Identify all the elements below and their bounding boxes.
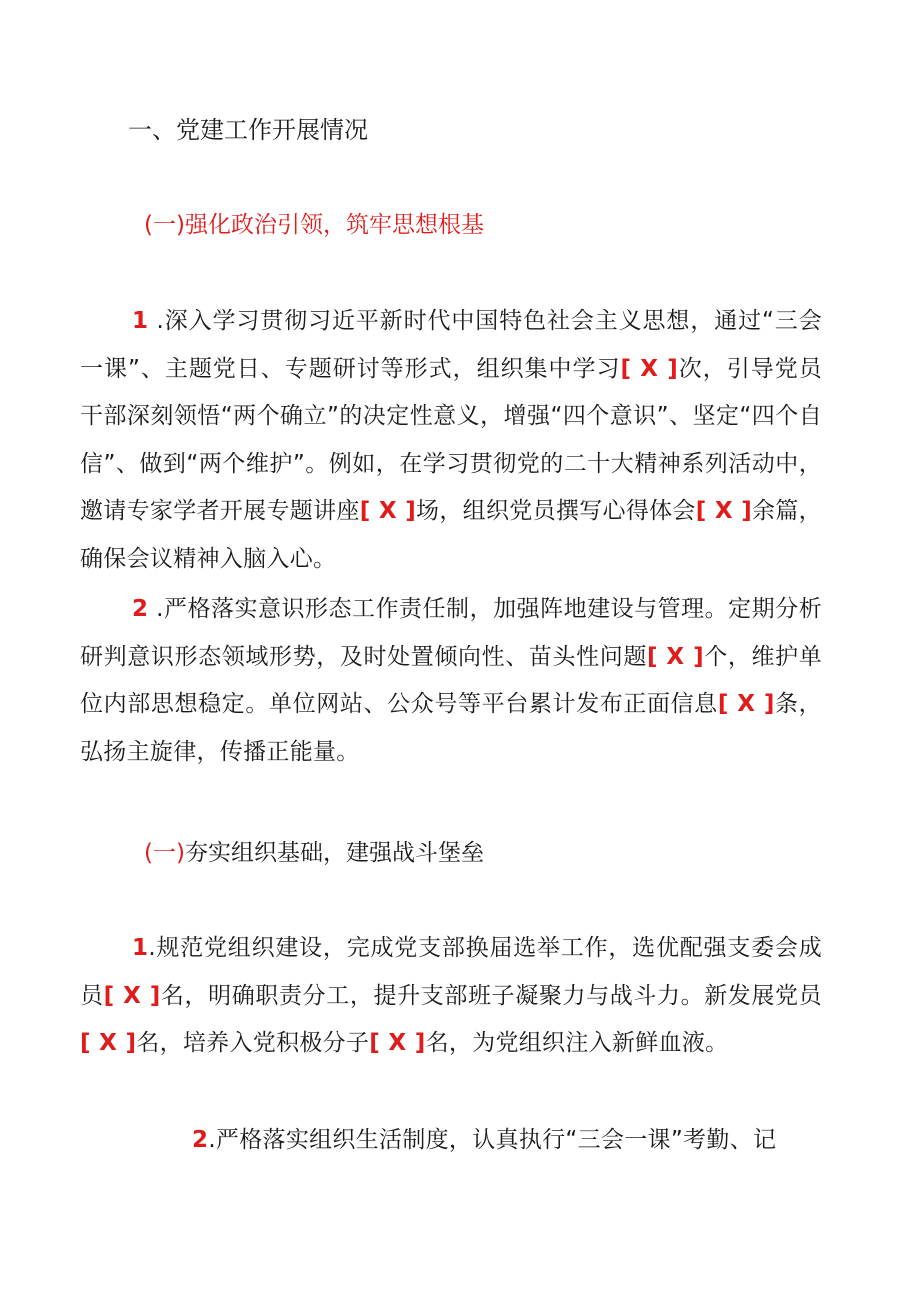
paragraph-3-number: 1	[132, 935, 149, 961]
paragraph-3-text-d: 名，为党组织注入新鲜血液。	[425, 1030, 729, 1056]
placeholder-count: [ X ]	[369, 1030, 426, 1056]
section-title: 一、党建工作开展情况	[128, 116, 368, 144]
placeholder-count: [ X ]	[80, 1030, 137, 1056]
paragraph-3-text-c: 名，培养入党积极分子	[136, 1030, 370, 1056]
subsection-2-number: (一)	[144, 840, 185, 866]
paragraph-2	[80, 586, 822, 776]
subsection-1-number: (一)	[144, 212, 185, 238]
placeholder-count: [ X ]	[103, 982, 161, 1009]
paragraph-1	[80, 298, 822, 583]
subsection-1-heading	[144, 207, 484, 243]
paragraph-1-text-c: 场，组织党员撰写心得体会	[416, 498, 696, 524]
paragraph-2-text-b: 个，维护单位内部思想稳定。单位网站、公众号等平台累计发布正面信息	[80, 643, 823, 717]
paragraph-4	[80, 1117, 822, 1165]
paragraph-4-text-a: .严格落实组织生活制度，认真执行“三会一课”考勤、记	[208, 1127, 777, 1153]
placeholder-count: [ X ]	[695, 498, 753, 524]
paragraph-1-text-a: .深入学习贯彻习近平新时代中国特色社会主义思想，通过“三会一课”、主题党日、专题研讨等形式，组织集中学习	[80, 308, 822, 382]
subsection-2-heading	[144, 835, 484, 871]
placeholder-count: [ X ]	[359, 498, 417, 524]
subsection-2-title: 夯实组织基础，建强战斗堡垒	[184, 840, 484, 866]
paragraph-3-text-b: 名，明确职责分工，提升支部班子凝聚力与战斗力。新发展党员	[160, 982, 822, 1009]
paragraph-1-text-d: 余篇，确保会议精神入脑入心。	[80, 498, 822, 572]
paragraph-2-number: 2	[132, 596, 149, 622]
paragraph-3-text-a: .规范党组织建设，完成党支部换届选举工作，选优配强支委会成员	[80, 935, 822, 1009]
placeholder-count: [ X ]	[717, 691, 775, 717]
paragraph-3	[80, 925, 822, 1068]
paragraph-1-text-b: 次，引导党员干部深刻领悟“两个确立”的决定性意义，增强“四个意识”、坚定“四个自信”、做到“两个维护”。例如，在学习贯彻党的二十大精神系列活动中，邀请专家学者开展专题讲座	[80, 355, 822, 524]
paragraph-2-text-c: 条，弘扬主旋律，传播正能量。	[80, 691, 822, 765]
placeholder-count: [ X ]	[620, 355, 679, 382]
paragraph-4-number: 2	[192, 1127, 209, 1153]
placeholder-count: [ X ]	[646, 643, 704, 670]
subsection-1-title: 强化政治引领，筑牢思想根基	[184, 212, 484, 238]
paragraph-1-number: 1	[132, 308, 149, 334]
paragraph-2-text-a: .严格落实意识形态工作责任制，加强阵地建设与管理。定期分析研判意识形态领域形势，及时处置倾向性、苗头性问题	[80, 596, 822, 670]
